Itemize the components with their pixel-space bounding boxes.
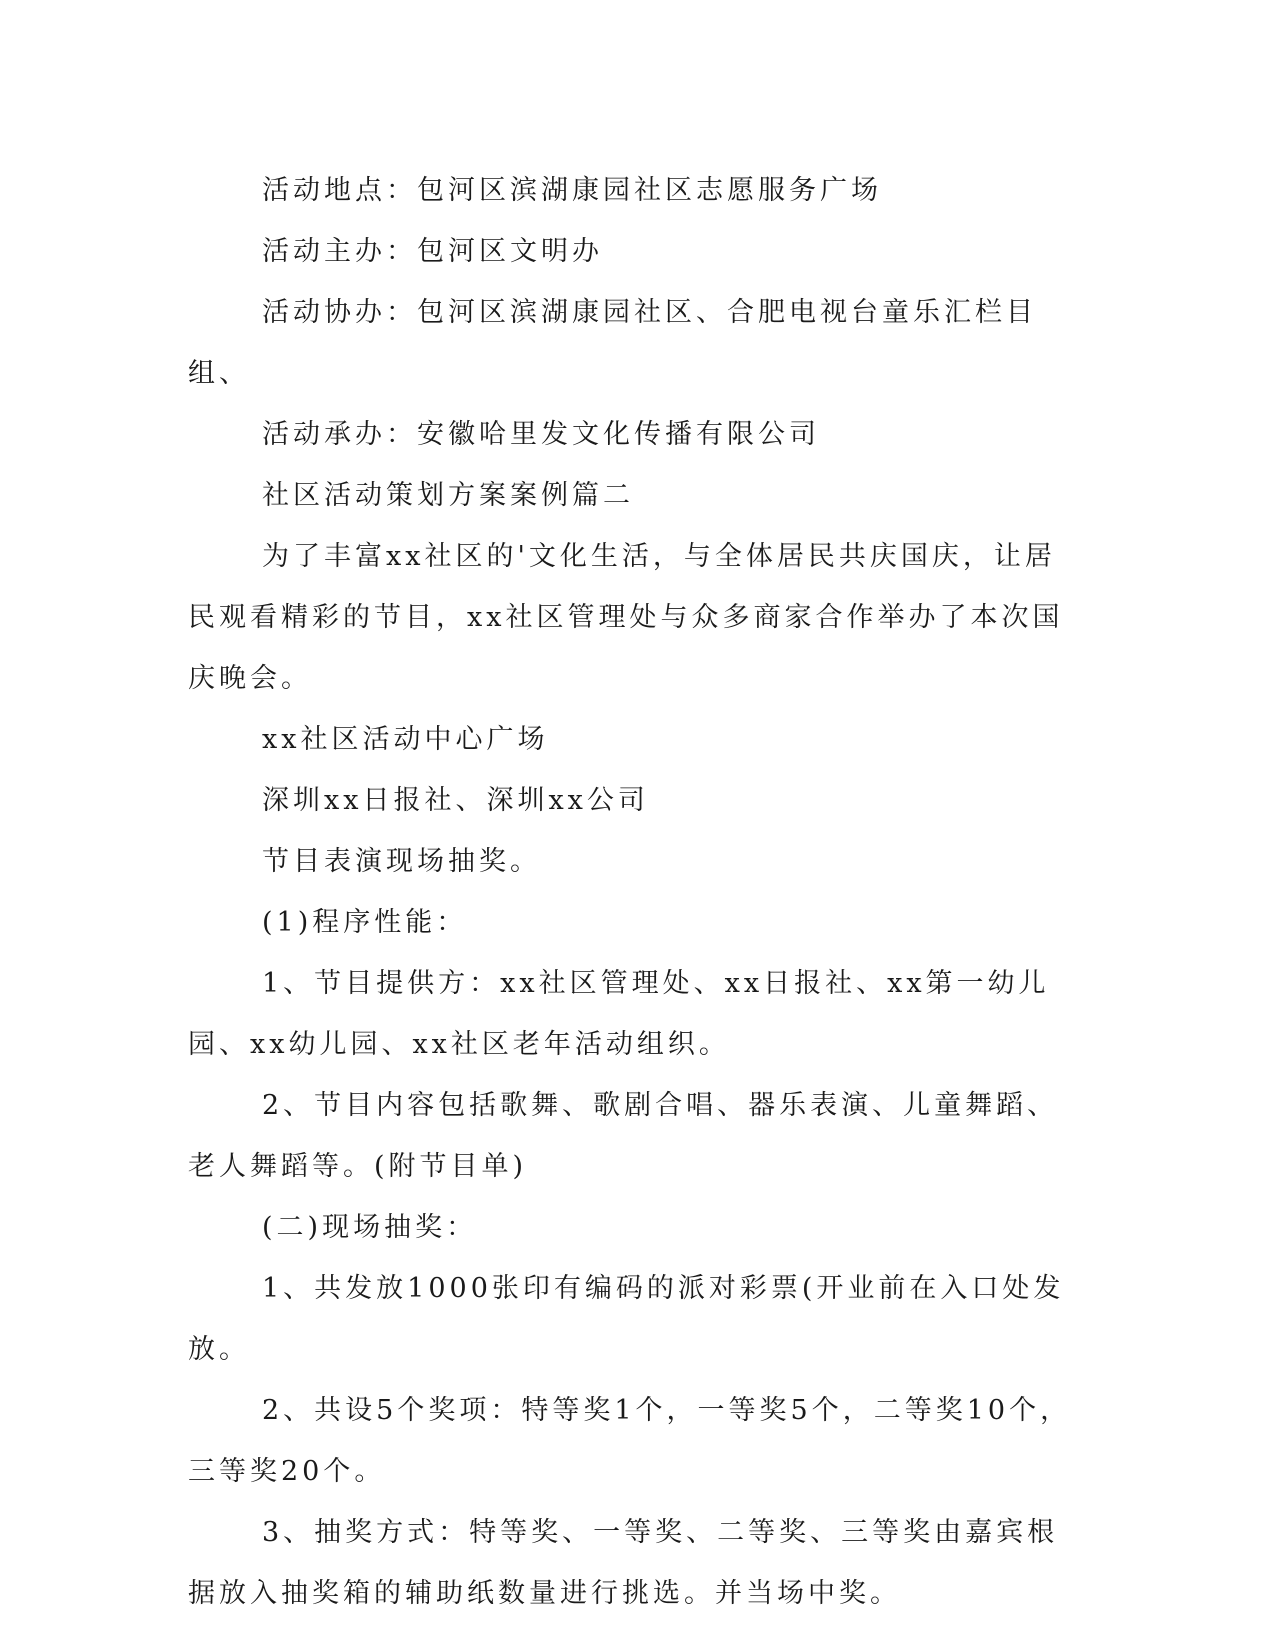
- document-body: [188, 160, 1078, 1624]
- paragraph-intro: 为了丰富xx社区的'文化生活，与全体居民共庆国庆，让居民观看精彩的节目，xx社区管理处与众多商家合作举办了本次国庆晚会。: [188, 541, 1064, 694]
- section-heading: 社区活动策划方案案例篇二: [262, 480, 634, 511]
- paragraph-undertaker: 活动承办：安徽哈里发文化传播有限公司: [262, 419, 820, 450]
- paragraph-lottery-tickets: 1、共发放1000张印有编码的派对彩票(开业前在入口处发放。: [188, 1273, 1065, 1365]
- paragraph-lottery-prizes: 2、共设5个奖项：特等奖1个，一等奖5个，二等奖10个，三等奖20个。: [188, 1395, 1072, 1487]
- paragraph-lottery-method: 3、抽奖方式：特等奖、一等奖、二等奖、三等奖由嘉宾根据放入抽奖箱的辅助纸数量进行挑选。并当场中奖。: [188, 1517, 1059, 1609]
- paragraph-co-organizer: 活动协办：包河区滨湖康园社区、合肥电视台童乐汇栏目组、: [188, 297, 1037, 389]
- paragraph-content: 节目表演现场抽奖。: [262, 846, 541, 877]
- paragraph-venue: 活动地点：包河区滨湖康园社区志愿服务广场: [262, 175, 882, 206]
- paragraph-program-content: 2、节目内容包括歌舞、歌剧合唱、器乐表演、儿童舞蹈、老人舞蹈等。(附节目单): [188, 1090, 1059, 1182]
- paragraph-program-heading: (1)程序性能：: [262, 907, 468, 938]
- paragraph-organizer: 活动主办：包河区文明办: [262, 236, 603, 267]
- paragraph-sponsors: 深圳xx日报社、深圳xx公司: [262, 785, 649, 816]
- paragraph-location: xx社区活动中心广场: [262, 724, 549, 755]
- paragraph-lottery-heading: (二)现场抽奖：: [262, 1212, 478, 1243]
- paragraph-program-providers: 1、节目提供方：xx社区管理处、xx日报社、xx第一幼儿园、xx幼儿园、xx社区老年活动组织。: [188, 968, 1050, 1060]
